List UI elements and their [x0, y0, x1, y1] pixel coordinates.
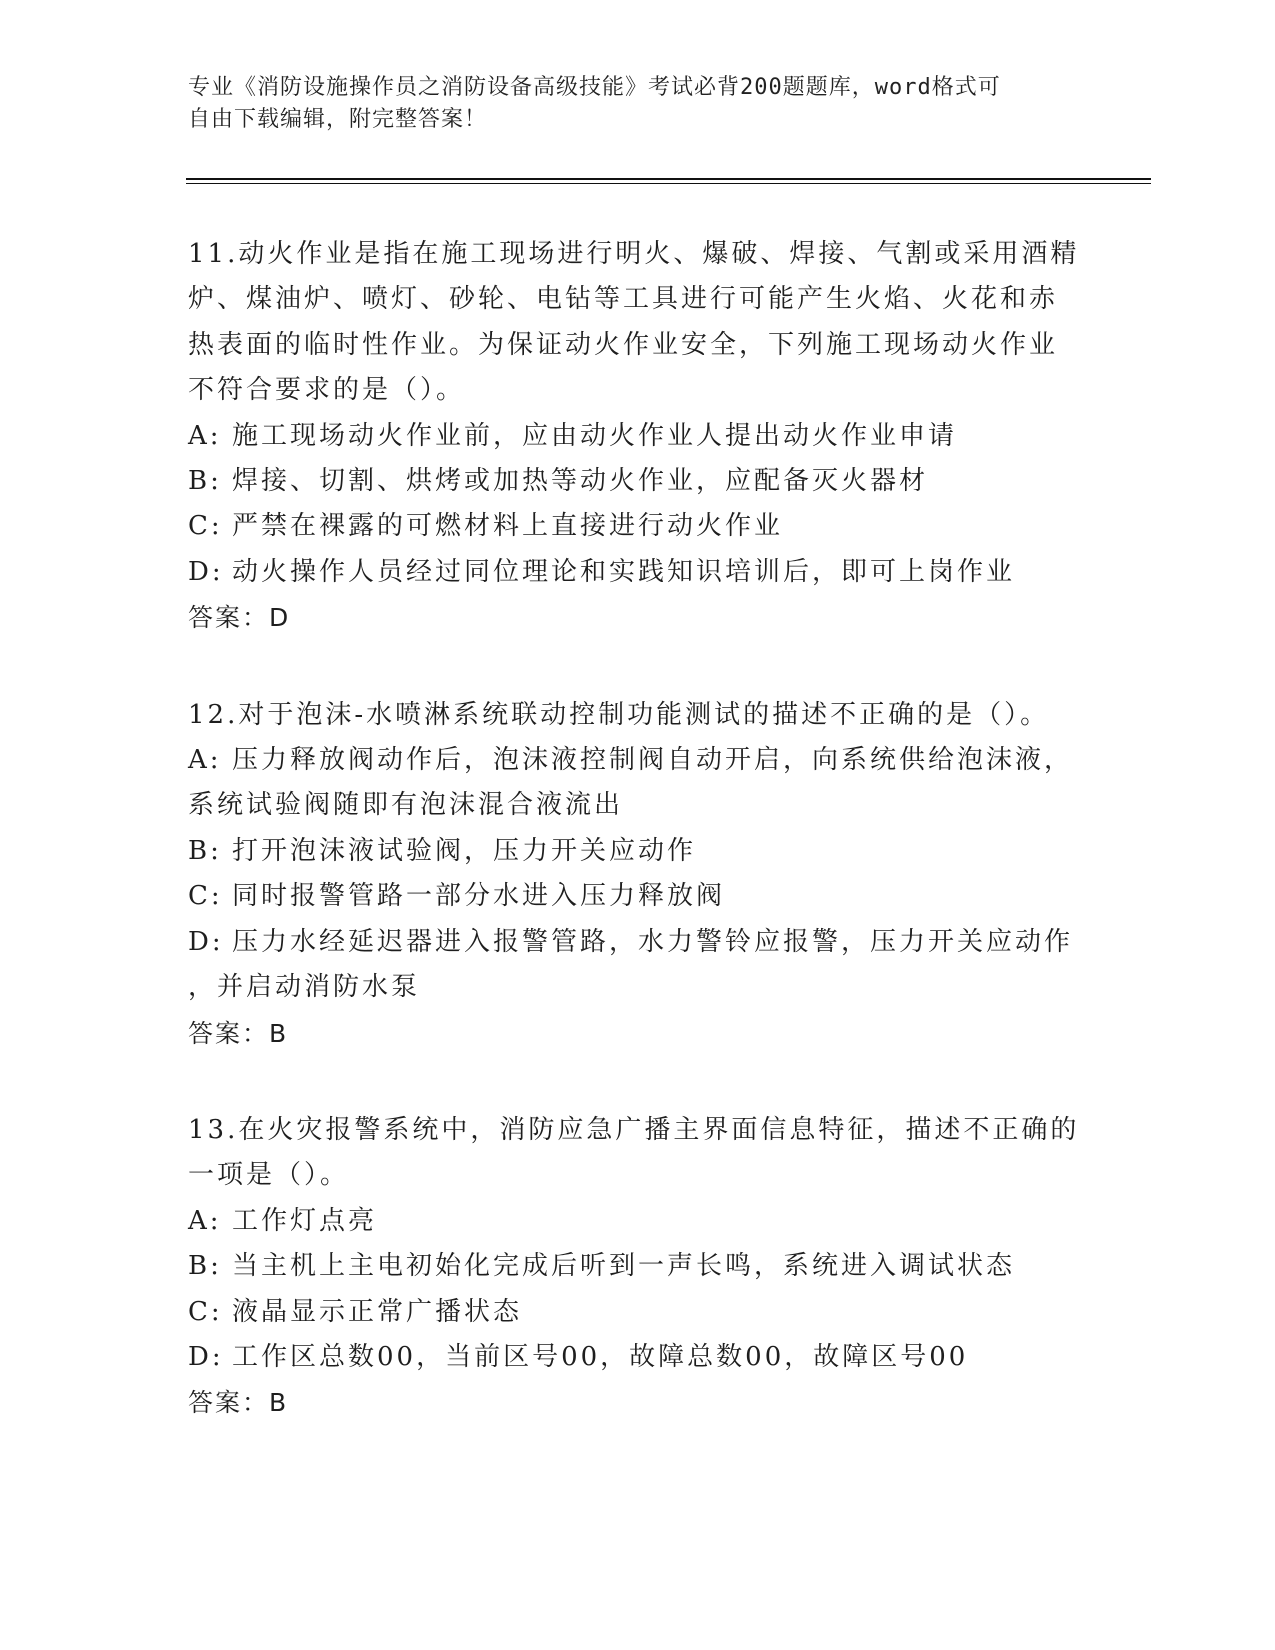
option-text: 当主机上主电初始化完成后听到一声长鸣，系统进入调试状态 — [232, 1251, 1016, 1282]
question-stem-line: 12.对于泡沫-水喷淋系统联动控制功能测试的描述不正确的是（）。 — [188, 699, 1050, 730]
option-text-continuation: ，并启动消防水泵 — [188, 972, 421, 1003]
option-a — [188, 1199, 1088, 1244]
option-letter: B: — [188, 835, 222, 866]
option-text: 压力释放阀动作后，泡沫液控制阀自动开启，向系统供给泡沫液， — [232, 745, 1074, 776]
document-header — [188, 72, 1088, 136]
question-list — [188, 232, 1088, 1478]
option-letter: B: — [188, 466, 222, 497]
option-letter: C: — [188, 881, 223, 912]
option-text: 动火操作人员经过同位理论和实践知识培训后，即可上岗作业 — [232, 556, 1016, 587]
option-letter: C: — [188, 511, 223, 542]
option-d — [188, 1335, 1088, 1380]
option-text: 压力水经延迟器进入报警管路，水力警铃应报警，压力开关应动作 — [232, 926, 1074, 957]
option-text: 同时报警管路一部分水进入压力释放阀 — [232, 881, 726, 912]
question-11 — [188, 232, 1088, 641]
option-letter: C: — [188, 1296, 223, 1327]
option-text: 打开泡沫液试验阀，压力开关应动作 — [232, 835, 697, 866]
option-d — [188, 920, 1088, 965]
option-letter: A: — [188, 745, 222, 776]
option-letter: B: — [188, 1251, 222, 1282]
option-text: 焊接、切割、烘烤或加热等动火作业，应配备灭火器材 — [232, 466, 929, 497]
answer-label: 答案：B — [188, 1388, 289, 1418]
option-text: 工作灯点亮 — [232, 1205, 378, 1236]
option-b — [188, 829, 1088, 874]
question-13 — [188, 1108, 1088, 1426]
option-d — [188, 550, 1088, 595]
option-text: 严禁在裸露的可燃材料上直接进行动火作业 — [232, 511, 784, 542]
header-divider — [186, 178, 1151, 180]
option-b — [188, 1244, 1088, 1289]
question-stem-line: 炉、煤油炉、喷灯、砂轮、电钻等工具进行可能产生火焰、火花和赤 — [188, 284, 1059, 315]
option-c — [188, 1290, 1088, 1335]
answer-label: 答案：B — [188, 1018, 289, 1048]
option-c — [188, 874, 1088, 919]
header-divider-thin — [186, 183, 1151, 184]
option-c — [188, 504, 1088, 549]
option-letter: D: — [188, 1341, 224, 1372]
question-stem-line: 一项是（）。 — [188, 1160, 350, 1191]
option-b — [188, 459, 1088, 504]
question-stem-line: 不符合要求的是（）。 — [188, 375, 466, 406]
option-text-continuation: 系统试验阀随即有泡沫混合液流出 — [188, 790, 624, 821]
option-text: 工作区总数00，当前区号00，故障总数00，故障区号00 — [232, 1341, 969, 1372]
option-text: 液晶显示正常广播状态 — [232, 1296, 523, 1327]
question-stem-line: 热表面的临时性作业。为保证动火作业安全，下列施工现场动火作业 — [188, 329, 1059, 360]
answer-label: 答案：D — [188, 603, 291, 633]
option-a — [188, 738, 1088, 783]
question-stem-line: 11.动火作业是指在施工现场进行明火、爆破、焊接、气割或采用酒精 — [188, 239, 1080, 269]
option-letter: A: — [188, 1205, 222, 1236]
option-letter: A: — [188, 420, 222, 451]
option-text: 施工现场动火作业前，应由动火作业人提出动火作业申请 — [232, 420, 958, 451]
option-letter: D: — [188, 926, 224, 957]
question-stem-line: 13.在火灾报警系统中，消防应急广播主界面信息特征，描述不正确的 — [188, 1114, 1080, 1145]
option-a — [188, 414, 1088, 459]
header-line: 专业《消防设施操作员之消防设备高级技能》考试必背200题题库，word格式可 — [188, 75, 1001, 100]
option-letter: D: — [188, 556, 224, 587]
header-line: 自由下载编辑，附完整答案！ — [188, 107, 488, 132]
question-12 — [188, 693, 1088, 1056]
